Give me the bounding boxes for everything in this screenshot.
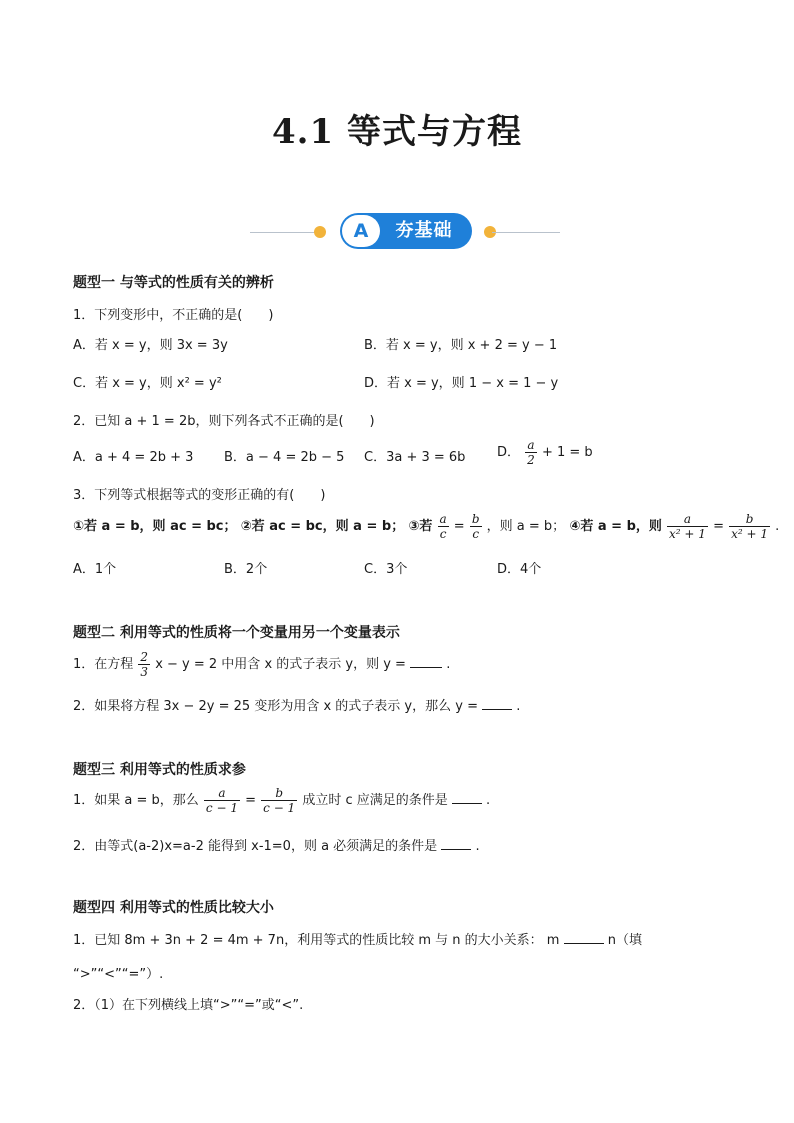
s1-q2-option-b: B．a − 4 = 2b − 5 <box>224 450 345 465</box>
s1-q2-option-a: A．a + 4 = 2b + 3 <box>73 450 194 465</box>
fraction-denominator: c <box>439 527 447 541</box>
equals-sign: = <box>453 519 465 534</box>
s2-q1 <box>73 650 450 679</box>
fraction-numerator: b <box>729 512 770 527</box>
fraction-a-over-x2-plus-1 <box>667 512 708 541</box>
fraction-b-over-c-minus-1 <box>261 786 297 815</box>
equals-sign: = <box>245 793 257 808</box>
s2-q1-mid: x − y = 2 中用含 x 的式子表示 y，则 y = <box>155 657 406 672</box>
s1-q2-option-c: C．3a + 3 = 6b <box>364 450 466 465</box>
s2-q2-post: . <box>516 699 521 714</box>
s3-q1-mid: 成立时 c 应满足的条件是 <box>302 793 448 808</box>
s2-q1-pre: 1．在方程 <box>73 657 134 672</box>
fraction-denominator: 2 <box>527 453 535 467</box>
s3-q1-post: . <box>486 793 491 808</box>
fraction-numerator: a <box>667 512 708 527</box>
fraction-denominator: 3 <box>140 665 149 679</box>
section-1-heading: 题型一 与等式的性质有关的辨析 <box>73 275 274 291</box>
s1-q3-option-a: A．1个 <box>73 562 117 577</box>
s1-q1-stem: 1．下列变形中，不正确的是( ) <box>73 308 274 323</box>
s3-q1 <box>73 786 490 815</box>
s1-q3-items <box>73 512 779 541</box>
banner-badge: A <box>342 215 380 247</box>
s1-q3-option-b: B．2个 <box>224 562 268 577</box>
answer-blank[interactable] <box>410 655 442 668</box>
s4-q1-line-1-text: 1．已知 8m + 3n + 2 = 4m + 7n，利用等式的性质比较 m 与 n 的大小关系： m <box>73 933 560 948</box>
fraction-a-over-c <box>438 512 449 541</box>
fraction-numerator: a <box>439 512 447 526</box>
section-3-heading: 题型三 利用等式的性质求参 <box>73 762 246 778</box>
fraction-a-over-2 <box>525 438 537 467</box>
s1-q3-item-1: ①若 a = b，则 ac = bc； <box>73 519 237 534</box>
fraction-numerator: a <box>204 786 240 801</box>
section-2-heading: 题型二 利用等式的性质将一个变量用另一个变量表示 <box>73 625 400 641</box>
s2-q2 <box>73 695 520 714</box>
fraction-tail: + 1 = b <box>541 445 593 460</box>
s1-q3-item-3-post: ，则 a = b； <box>486 519 566 534</box>
fraction-denominator: c − 1 <box>263 801 296 815</box>
fraction-denominator: x² + 1 <box>669 527 706 541</box>
fraction-b-over-x2-plus-1 <box>729 512 770 541</box>
page-title: 4.1 等式与方程 <box>272 112 522 152</box>
s1-q1-option-d: D．若 x = y，则 1 − x = 1 − y <box>364 376 559 391</box>
fraction-numerator: a <box>525 438 537 453</box>
fraction-b-over-c <box>470 512 482 541</box>
fraction-a-over-c-minus-1 <box>204 786 240 815</box>
section-4-heading: 题型四 利用等式的性质比较大小 <box>73 900 274 916</box>
s4-q1-line-2: “>”“<”“=”）. <box>73 967 164 982</box>
answer-blank[interactable] <box>441 837 471 850</box>
s1-q1-option-b: B．若 x = y，则 x + 2 = y − 1 <box>364 338 558 353</box>
banner-left-dot <box>314 226 326 238</box>
fraction-denominator: c <box>472 527 480 541</box>
banner-label: 夯基础 <box>395 220 453 241</box>
answer-blank[interactable] <box>564 931 604 944</box>
s1-q2-option-d <box>497 438 593 467</box>
s2-q1-post: . <box>446 657 451 672</box>
banner-pill <box>340 213 472 249</box>
s1-q3-option-c: C．3个 <box>364 562 408 577</box>
banner-left-line <box>250 232 318 233</box>
fraction-denominator: c − 1 <box>205 801 238 815</box>
s1-q3-option-d: D．4个 <box>497 562 542 577</box>
answer-blank[interactable] <box>452 791 482 804</box>
answer-blank[interactable] <box>482 697 512 710</box>
fraction-numerator: b <box>471 512 480 526</box>
fraction-2-over-3 <box>138 650 150 679</box>
s1-q3-item-3-pre: ③若 <box>408 519 433 534</box>
s1-q2-option-d-label: D． <box>497 445 521 460</box>
section-banner <box>240 210 560 254</box>
banner-right-line <box>492 232 560 233</box>
s4-q1-line-1-end: n（填 <box>607 933 642 948</box>
s1-q1-option-a: A．若 x = y，则 3x = 3y <box>73 338 228 353</box>
s4-q1-line-1 <box>73 929 642 948</box>
s1-q3-stem: 3．下列等式根据等式的变形正确的有( ) <box>73 488 326 503</box>
s3-q2-pre: 2．由等式(a-2)x=a-2 能得到 x-1=0，则 a 必须满足的条件是 <box>73 839 438 854</box>
fraction-numerator: 2 <box>140 650 149 664</box>
s1-q2-stem: 2．已知 a + 1 = 2b，则下列各式不正确的是( ) <box>73 414 375 429</box>
s4-q2: 2．（1）在下列横线上填“>”“=”或“<”. <box>73 998 304 1013</box>
equals-sign: = <box>713 519 724 534</box>
s1-q1-option-c: C．若 x = y，则 x² = y² <box>73 376 222 391</box>
s1-q3-item-4-pre: ④若 a = b，则 <box>569 519 662 534</box>
period: . <box>775 519 780 534</box>
fraction-denominator: x² + 1 <box>731 527 769 541</box>
s3-q1-pre: 1．如果 a = b，那么 <box>73 793 199 808</box>
s3-q2 <box>73 835 480 854</box>
s2-q2-pre: 2．如果将方程 3x − 2y = 25 变形为用含 x 的式子表示 y，那么 y = <box>73 699 478 714</box>
s1-q3-item-2: ②若 ac = bc，则 a = b； <box>240 519 405 534</box>
fraction-numerator: b <box>261 786 297 801</box>
s3-q2-post: . <box>475 839 480 854</box>
